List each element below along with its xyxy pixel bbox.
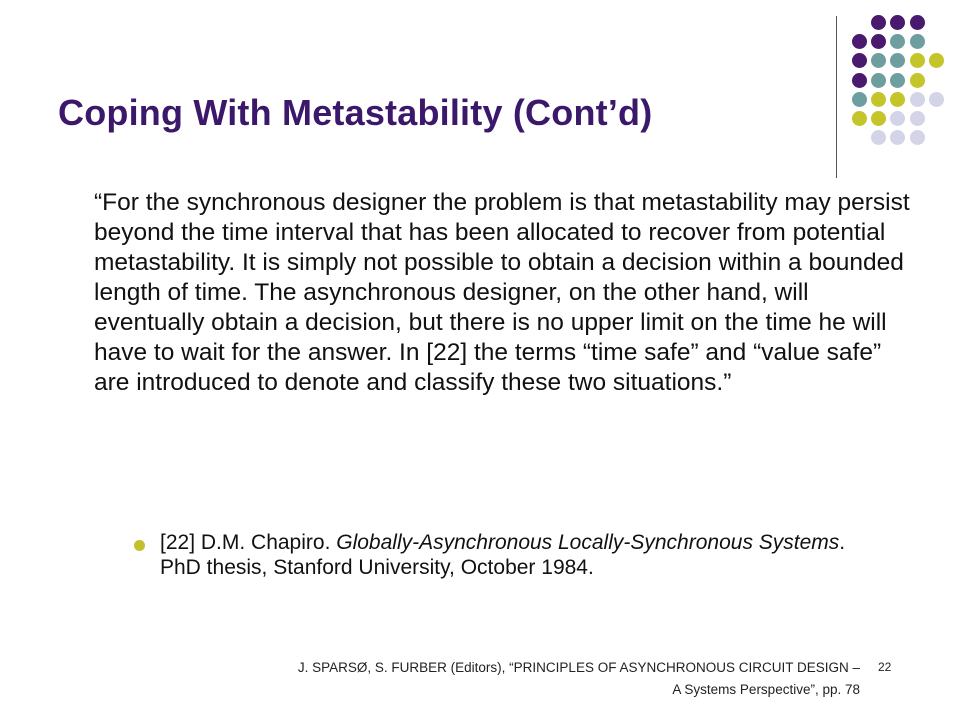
footer-citation <box>180 657 860 701</box>
decorative-dot <box>852 34 867 49</box>
decorative-dot <box>910 130 925 145</box>
decorative-dot <box>929 92 944 107</box>
decorative-dot <box>910 34 925 49</box>
reference-suffix: . PhD thesis, Stanford University, October 1984. <box>160 531 846 579</box>
decorative-dot <box>871 53 886 68</box>
reference-title: Globally-Asynchronous Locally-Synchronous Systems <box>336 531 840 554</box>
decorative-dot <box>871 111 886 126</box>
decorative-dot <box>871 34 886 49</box>
decorative-dot <box>910 111 925 126</box>
decorative-dot <box>852 53 867 68</box>
decorative-dot <box>852 92 867 107</box>
decorative-dot <box>852 73 867 88</box>
decorative-dot <box>910 15 925 30</box>
decorative-dot <box>890 34 905 49</box>
decorative-dot <box>890 15 905 30</box>
reference-text <box>160 530 890 580</box>
decorative-dot <box>871 130 886 145</box>
footer-line-1: J. SPARSØ, S. FURBER (Editors), “PRINCIPLES OF ASYNCHRONOUS CIRCUIT DESIGN – <box>297 660 860 675</box>
decorative-dot <box>890 53 905 68</box>
decorative-dot <box>890 130 905 145</box>
decorative-dot <box>871 92 886 107</box>
decorative-dot <box>890 73 905 88</box>
slide-title: Coping With Metastability (Cont’d) <box>58 92 653 133</box>
footer-line-2: A Systems Perspective”, pp. 78 <box>672 682 860 697</box>
decorative-dot <box>852 111 867 126</box>
quote-text: “For the synchronous designer the problem is that metastability may persist beyond the time interval that has been allocated to recover from potential metastability. It is simply not possible to obtain a decision within a bounded length of time. The asynchronous designer, on the other hand, will eventually obtain a decision, but there is no upper limit on the time he will have to wait for the answer. In [22] the terms “time safe” and “value safe” are introduced to denote and classify these two situations.” <box>94 189 910 396</box>
decorative-dot <box>910 53 925 68</box>
decorative-dot <box>871 15 886 30</box>
decorative-dot <box>890 111 905 126</box>
reference-prefix: [22] D.M. Chapiro. <box>160 531 337 554</box>
bullet-dot-icon <box>134 540 145 551</box>
decorative-dot <box>871 73 886 88</box>
decorative-dot <box>910 92 925 107</box>
decorative-dot <box>890 92 905 107</box>
vertical-divider <box>836 16 837 178</box>
decorative-dot <box>929 53 944 68</box>
decorative-dot <box>910 73 925 88</box>
page-number: 22 <box>878 660 892 674</box>
